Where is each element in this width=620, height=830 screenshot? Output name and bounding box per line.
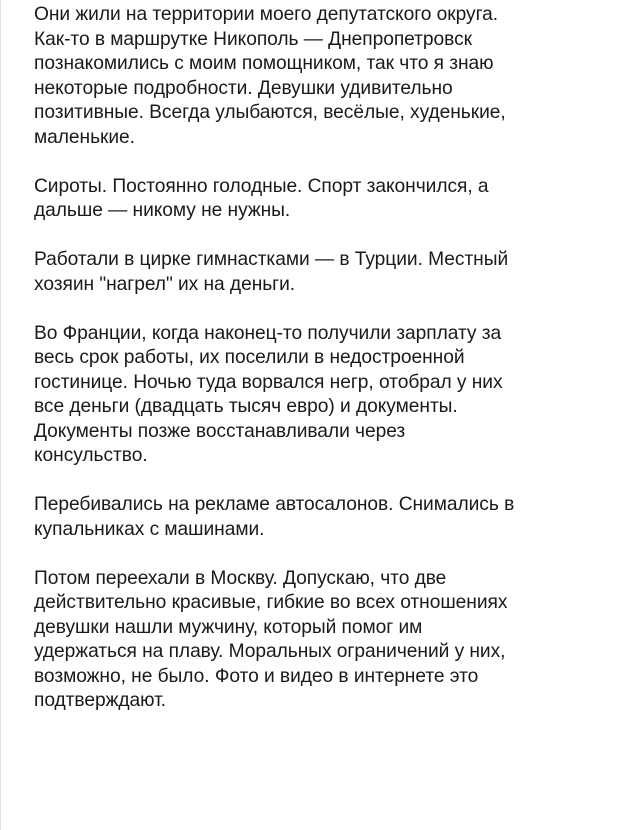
paragraph-2: Сироты. Постоянно голодные. Спорт закончился, а дальше — никому не нужны.: [34, 175, 489, 221]
paragraph-4: Во Франции, когда наконец-то получили зарплату за весь срок работы, их поселили в недостроенной гостинице. Ночью туда ворвался негр, отобрал у них все деньги (двадцать тысяч евро) и документы. Документы позже восстанавливали через консульство.: [34, 322, 503, 466]
paragraph-6: Потом переехали в Москву. Допускаю, что две действительно красивые, гибкие во всех отношениях девушки нашли мужчину, который помог им удержаться на плаву. Моральных ограничений у них, возможно, не было. Фото и видео в интернете это подтверждают.: [34, 567, 508, 711]
paragraph-1: Они жили на территории моего депутатского округа. Как-то в маршрутке Никополь — Днепропетровск познакомились с моим помощником, так что я знаю некоторые подробности. Девушки удивительно позитивные. Всегда улыбаются, весёлые, худенькие, маленькие.: [34, 4, 506, 148]
paragraph-5: Перебивались на рекламе автосалонов. Снимались в купальниках с машинами.: [34, 494, 515, 540]
paragraph-3: Работали в цирке гимнастками — в Турции. Местный хозяин "нагрел" их на деньги.: [34, 249, 509, 295]
post-text: [34, 3, 604, 714]
